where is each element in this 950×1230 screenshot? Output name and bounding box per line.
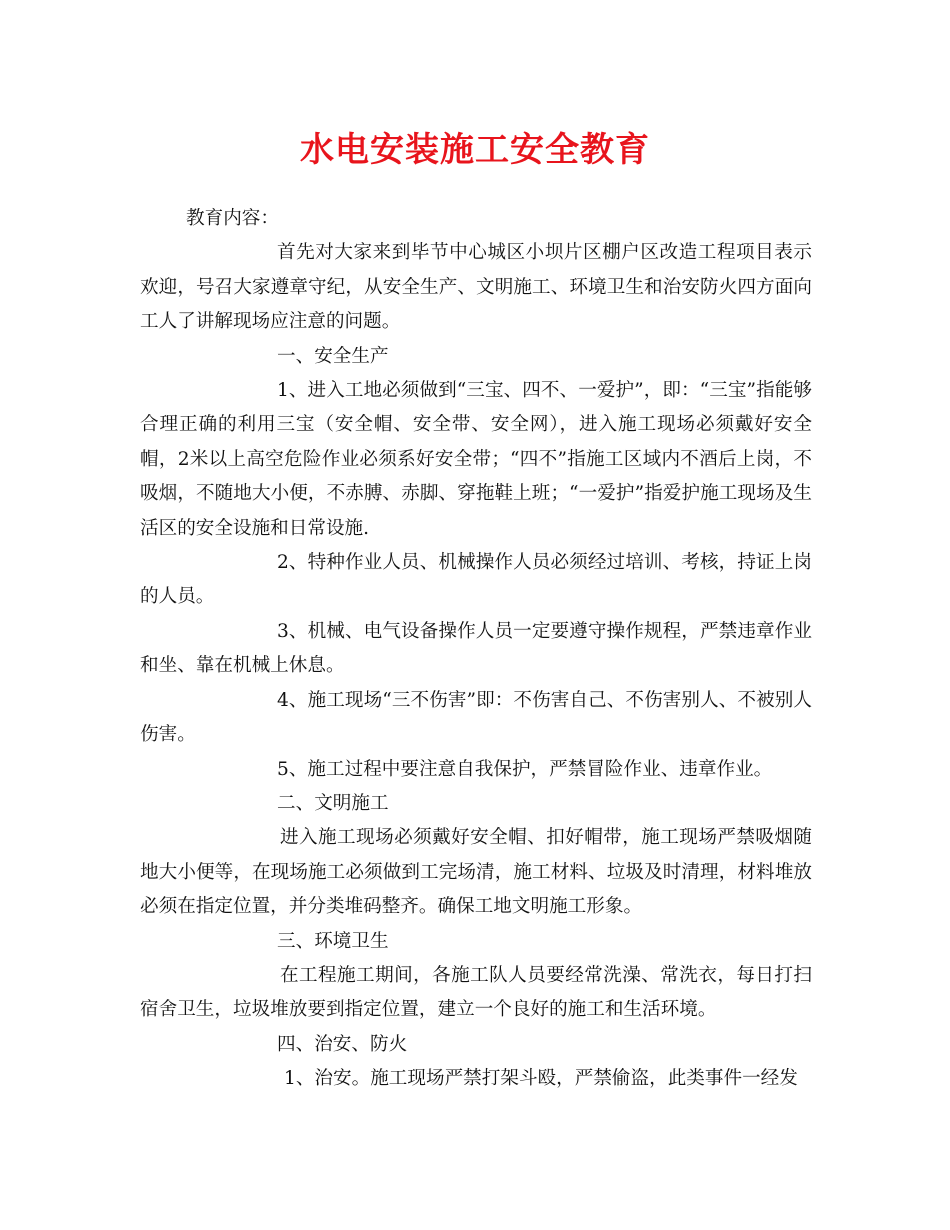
section-heading-safety: 一、安全生产: [277, 345, 389, 367]
section-heading-hygiene: 三、环境卫生: [277, 930, 389, 952]
document-title: 水电安装施工安全教育: [300, 130, 650, 170]
paragraph-hygiene: 在工程施工期间，各施工队人员要经常洗澡、常洗衣，每日打扫宿舍卫生，垃圾堆放要到指定位置，建立一个良好的施工和生活环境。: [140, 964, 812, 1021]
paragraph-security-1: 1、治安。施工现场严禁打架斗殴，严禁偷盗，此类事件一经发: [284, 1068, 798, 1090]
paragraph-safety-3: 3、机械、电气设备操作人员一定要遵守操作规程，严禁违章作业和坐、靠在机械上休息。: [140, 620, 812, 677]
paragraph-civilized: 进入施工现场必须戴好安全帽、扣好帽带，施工现场严禁吸烟随地大小便等，在现场施工必须做到工完场清，施工材料、垃圾及时清理，材料堆放必须在指定位置，并分类堆码整齐。确保工地文明施工形象。: [140, 827, 812, 918]
document-body: [140, 202, 812, 1097]
paragraph-welcome: 首先对大家来到毕节中心城区小坝片区棚户区改造工程项目表示欢迎，号召大家遵章守纪，从安全生产、文明施工、环境卫生和治安防火四方面向工人了讲解现场应注意的问题。: [140, 242, 812, 333]
section-heading-civilized: 二、文明施工: [277, 792, 389, 814]
paragraph-safety-5: 5、施工过程中要注意自我保护，严禁冒险作业、违章作业。: [277, 758, 773, 780]
paragraph-safety-1: 1、进入工地必须做到“三宝、四不、一爱护”，即：“三宝”指能够合理正确的利用三宝（安全帽、安全带、安全网），进入施工现场必须戴好安全帽，2米以上高空危险作业必须系好安全带；“四不”指施工区域内不酒后上岗，不吸烟，不随地大小便，不赤膊、赤脚、穿拖鞋上班；“一爱护”指爱护施工现场及生活区的安全设施和日常设施.: [140, 380, 812, 539]
section-heading-security-fire: 四、治安、防火: [277, 1033, 408, 1055]
paragraph-safety-4: 4、施工现场“三不伤害”即：不伤害自己、不伤害别人、不被别人伤害。: [140, 689, 812, 746]
paragraph-safety-2: 2、特种作业人员、机械操作人员必须经过培训、考核，持证上岗的人员。: [140, 552, 812, 608]
paragraph-intro-label: 教育内容：: [186, 208, 279, 229]
